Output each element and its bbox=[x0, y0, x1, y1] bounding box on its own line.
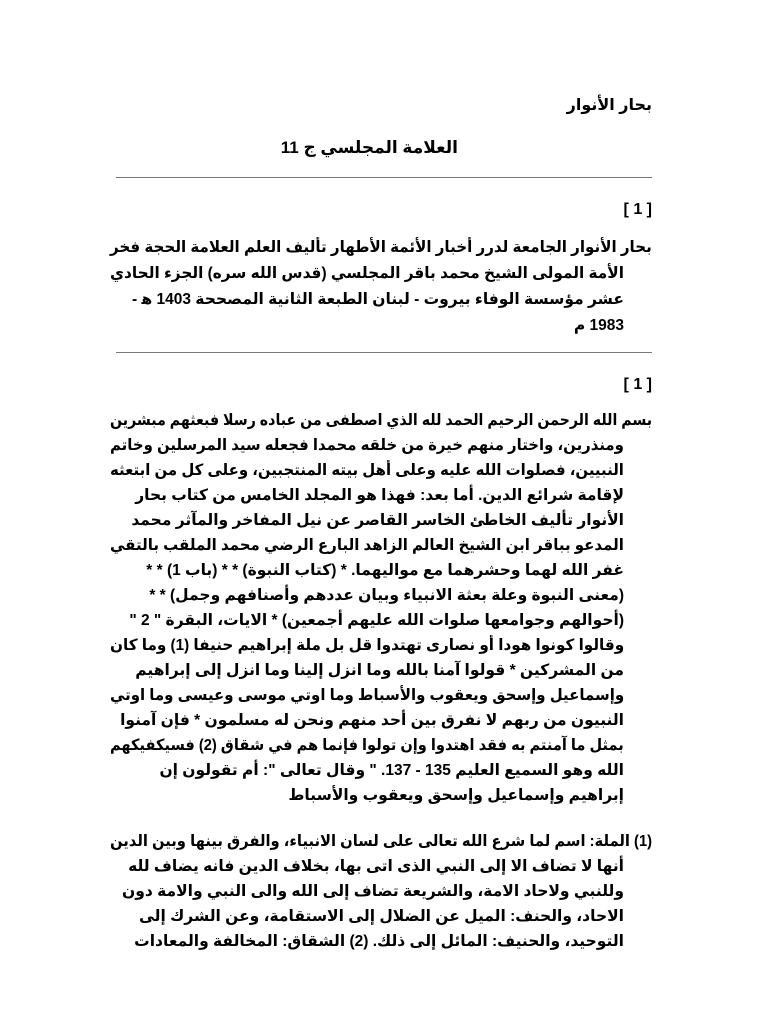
divider-top bbox=[116, 177, 652, 178]
body-line: وإسماعيل وإسحق ويعقوب والأسباط وما اوتي موسى وعيسى وما اوتي bbox=[109, 687, 624, 704]
page-marker: [ 1 ] bbox=[623, 201, 652, 218]
bibliography-line: عشر مؤسسة الوفاء بيروت - لبنان الطبعة الثانية المصححة 1403 ه‍ - bbox=[131, 291, 624, 308]
bibliography-line: 1983 م bbox=[573, 317, 624, 334]
bibliography-line: بحار الأنوار الجامعة لدرر أخبار الأئمة الأطهار تأليف العلم العلامة الحجة فخر bbox=[110, 239, 652, 256]
author-volume-subtitle: العلامة المجلسي ج 11 bbox=[280, 138, 458, 157]
footnote-line: (1) الملة: اسم لما شرع الله تعالى على لسان الانبياء، والفرق بينها وبين الدين bbox=[109, 833, 652, 850]
footnote-line: وللنبي ولاحاد الامة، والشريعة تضاف إلى الله والى النبي والامة دون bbox=[121, 883, 624, 900]
body-line: إبراهيم وإسماعيل وإسحق ويعقوب والأسباط bbox=[288, 787, 624, 804]
body-line: الله وهو السميع العليم 135 - 137. " وقال تعالى ": أم تقولون إن bbox=[159, 762, 624, 779]
footnote-line: التوحيد، والحنيف: المائل إلى ذلك. (2) الشقاق: المخالفة والمعادات bbox=[134, 933, 624, 950]
bibliography-line: الأمة المولى الشيخ محمد باقر المجلسي (قدس الله سره) الجزء الحادي bbox=[110, 265, 624, 282]
page-marker: [ 1 ] bbox=[623, 376, 652, 393]
footnote-line: الاحاد، والحنف: الميل عن الضلال إلى الاستقامة، وعن الشرك إلى bbox=[138, 908, 624, 925]
body-line: ومنذرين، واختار منهم خيرة من خلقه محمدا فجعله سيد المرسلين وخاتم bbox=[110, 437, 624, 454]
body-line: الأنوار تأليف الخاطئ الخاسر القاصر عن نيل المفاخر والمآثر محمد bbox=[131, 512, 624, 529]
divider-middle bbox=[116, 352, 652, 353]
body-line: بسم الله الرحمن الرحيم الحمد لله الذي اصطفى من عباده رسلا فبعثهم مبشرين bbox=[109, 412, 652, 429]
body-line: غفر الله لهما وحشرهما مع مواليهما. * (كتاب النبوة) * * (باب 1) * * bbox=[146, 562, 624, 579]
body-line: المدعو بباقر ابن الشيخ العالم الزاهد البارع الرضي محمد الملقب بالتقي bbox=[110, 537, 624, 554]
footnote-line: أنها لا تضاف الا إلى النبي الذى اتى بها، بخلاف الدين فانه يضاف لله bbox=[128, 858, 624, 875]
body-line: وقالوا كونوا هودا أو نصارى تهتدوا قل بل ملة إبراهيم حنيفا (1) وما كان bbox=[109, 637, 624, 654]
body-line: بمثل ما آمنتم به فقد اهتدوا وإن تولوا فإنما هم في شقاق (2) فسيكفيكهم bbox=[110, 737, 624, 754]
body-line: (أحوالهم وجوامعها صلوات الله عليهم أجمعين) * الايات، البقرة " 2 " bbox=[129, 612, 624, 629]
body-line: لإقامة شرائع الدين. أما بعد: فهذا هو المجلد الخامس من كتاب بحار bbox=[135, 487, 624, 504]
body-line: من المشركين * قولوا آمنا بالله وما انزل إلينا وما انزل إلى إبراهيم bbox=[135, 662, 624, 679]
book-title: بحار الأنوار bbox=[566, 97, 652, 114]
body-line: النبيون من ربهم لا نفرق بين أحد منهم ونحن له مسلمون * فإن آمنوا bbox=[120, 712, 624, 729]
body-line: (معنى النبوة وعلة بعثة الانبياء وبيان عددهم وأصنافهم وجمل) * * bbox=[149, 587, 624, 604]
body-line: النبيين، فصلوات الله عليه وعلى أهل بيته المنتجبين، وعلى كل من ابتعثه bbox=[110, 462, 624, 479]
